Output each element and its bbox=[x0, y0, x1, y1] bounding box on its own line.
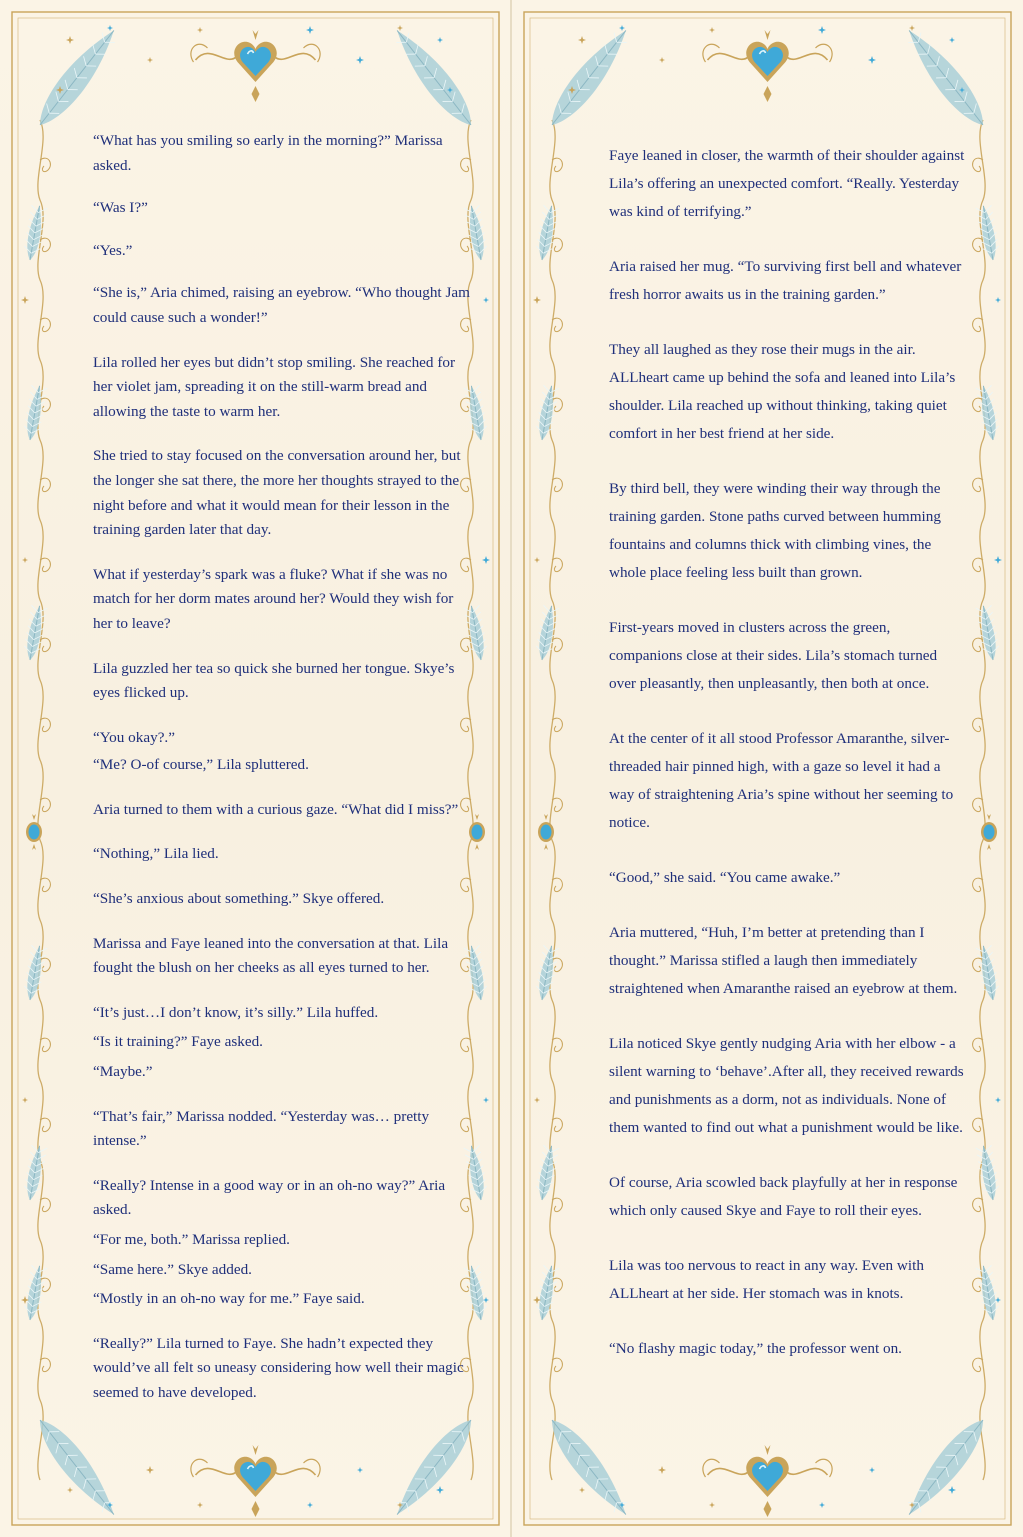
sparkle-icon bbox=[534, 557, 540, 563]
paragraph: “It’s just…I don’t know, it’s silly.” Lila huffed. bbox=[93, 1003, 379, 1021]
paragraph: Faye leaned in closer, the warmth of their shoulder against Lila’s offering an unexpected comfort. “Really. Yesterday was kind of terrifying.” bbox=[609, 147, 965, 220]
feather-icon bbox=[22, 944, 47, 1001]
oval-gem-icon bbox=[981, 814, 997, 850]
sparkle-icon bbox=[995, 1097, 1001, 1103]
sparkle-icon bbox=[709, 1502, 715, 1508]
paragraph: “She’s anxious about something.” Skye offered. bbox=[93, 890, 385, 908]
paragraph: “Mostly in an oh-no way for me.” Faye said. bbox=[93, 1290, 365, 1308]
feather-icon bbox=[976, 944, 1001, 1001]
heart-gem-icon bbox=[703, 1445, 832, 1517]
sparkle-icon bbox=[818, 26, 826, 34]
right-page bbox=[512, 0, 1023, 1537]
sparkle-icon bbox=[436, 1486, 444, 1494]
sparkle-icon bbox=[995, 297, 1001, 303]
feather-icon bbox=[534, 384, 559, 441]
feather-icon bbox=[387, 1412, 481, 1522]
feather-icon bbox=[22, 384, 47, 441]
sparkle-icon bbox=[578, 36, 586, 44]
paragraph: What if yesterday’s spark was a fluke? What if she was no match for her dorm mates around her? Would they wish for her to leave? bbox=[93, 565, 454, 632]
heart-gem-icon bbox=[703, 30, 832, 102]
sparkle-icon bbox=[709, 27, 715, 33]
sparkle-icon bbox=[619, 25, 625, 31]
paragraph: Lila guzzled her tea so quick she burned her tongue. Skye’s eyes flicked up. bbox=[93, 659, 455, 702]
sparkle-icon bbox=[67, 1487, 73, 1493]
sparkle-icon bbox=[307, 1502, 313, 1508]
feather-icon bbox=[899, 23, 993, 133]
paragraph: By third bell, they were winding their way through the training garden. Stone paths curved between humming fountains and columns thick with climbing vines, the whole place feeling less built than grown. bbox=[609, 480, 941, 581]
sparkle-icon bbox=[483, 1297, 489, 1303]
feather-icon bbox=[899, 1412, 993, 1522]
right-page-text bbox=[609, 142, 965, 1363]
sparkle-icon bbox=[994, 556, 1002, 564]
feather-icon bbox=[534, 944, 559, 1001]
sparkle-icon bbox=[482, 556, 490, 564]
sparkle-icon bbox=[21, 296, 29, 304]
sparkle-icon bbox=[22, 1097, 28, 1103]
feather-icon bbox=[387, 23, 481, 133]
sparkle-icon bbox=[534, 1097, 540, 1103]
sparkle-icon bbox=[995, 1297, 1001, 1303]
paragraph: “Good,” she said. “You came awake.” bbox=[609, 869, 841, 886]
paragraph: “What has you smiling so early in the morning?” Marissa asked. bbox=[93, 132, 443, 174]
sparkle-icon bbox=[146, 1466, 154, 1474]
sparkle-icon bbox=[533, 296, 541, 304]
sparkle-icon bbox=[868, 56, 876, 64]
paragraph: Lila rolled her eyes but didn’t stop smiling. She reached for her violet jam, spreading it on the still-warm bread and allowing the taste to warm her. bbox=[93, 353, 456, 420]
paragraph: They all laughed as they rose their mugs in the air. ALLheart came up behind the sofa and leaned into Lila’s shoulder. Lila reached up without thinking, taking quiet comfort in her best friend at her side. bbox=[609, 341, 956, 442]
sparkle-icon bbox=[819, 1502, 825, 1508]
heart-gem-icon bbox=[191, 30, 320, 102]
sparkle-icon bbox=[66, 36, 74, 44]
sparkle-icon bbox=[147, 57, 153, 63]
paragraph: “Really? Intense in a good way or in an oh-no way?” Aria asked. bbox=[93, 1176, 446, 1219]
paragraph: “Really?” Lila turned to Faye. She hadn’t expected they would’ve all felt so uneasy considering how well their magic seemed to have developed. bbox=[93, 1334, 464, 1401]
paragraph: “She is,” Aria chimed, raising an eyebrow. “Who thought Jam could cause such a wonder!” bbox=[93, 284, 470, 326]
sparkle-icon bbox=[306, 26, 314, 34]
paragraph: “Was I?” bbox=[93, 199, 148, 217]
sparkle-icon bbox=[357, 1467, 363, 1473]
paragraph: “Nothing,” Lila lied. bbox=[93, 845, 219, 863]
paragraph: “You okay?.” bbox=[93, 728, 175, 746]
sparkle-icon bbox=[483, 1097, 489, 1103]
oval-gem-icon bbox=[469, 814, 485, 850]
left-page-text bbox=[93, 129, 471, 1406]
sparkle-icon bbox=[483, 297, 489, 303]
feather-icon bbox=[976, 1264, 1001, 1321]
paragraph: Lila was too nervous to react in any way. Even with ALLheart at her side. Her stomach was in knots. bbox=[609, 1257, 924, 1302]
sparkle-icon bbox=[948, 1486, 956, 1494]
paragraph: First-years moved in clusters across the green, companions close at their sides. Lila’s stomach turned over pleasantly, then unpleasantly, then both at once. bbox=[609, 619, 938, 692]
sparkle-icon bbox=[579, 1487, 585, 1493]
sparkle-icon bbox=[397, 25, 403, 31]
paragraph: She tried to stay focused on the conversation around her, but the longer she sat there, the more her thoughts strayed to the night before and what it would mean for their lesson in the training garden later that day. bbox=[93, 447, 461, 539]
feather-icon bbox=[534, 1264, 559, 1321]
paragraph: “Same here.” Skye added. bbox=[93, 1260, 252, 1278]
sparkle-icon bbox=[949, 37, 955, 43]
sparkle-icon bbox=[658, 1466, 666, 1474]
paragraph: Aria raised her mug. “To surviving first bell and whatever fresh horror awaits us in the training garden.” bbox=[609, 258, 962, 303]
paragraph: “Is it training?” Faye asked. bbox=[93, 1033, 263, 1051]
paragraph: “Maybe.” bbox=[93, 1063, 153, 1081]
heart-gem-icon bbox=[191, 1445, 320, 1517]
sparkle-icon bbox=[659, 57, 665, 63]
oval-gem-icon bbox=[26, 814, 42, 850]
feather-icon bbox=[542, 23, 636, 133]
paragraph: “That’s fair,” Marissa nodded. “Yesterday was… pretty intense.” bbox=[93, 1107, 430, 1150]
paragraph: “Me? O-of course,” Lila spluttered. bbox=[93, 756, 309, 774]
paragraph: At the center of it all stood Professor Amaranthe, silver-threaded hair pinned high, with a gaze so level it had a way of straightening Aria’s spine without her seeming to notice. bbox=[609, 730, 954, 831]
sparkle-icon bbox=[197, 1502, 203, 1508]
feather-icon bbox=[976, 384, 1001, 441]
sparkle-icon bbox=[437, 37, 443, 43]
paragraph: “No flashy magic today,” the professor went on. bbox=[609, 1340, 902, 1357]
paragraph: Aria muttered, “Huh, I’m better at pretending than I thought.” Marissa stifled a laugh then immediately straightened when Amaranthe raised an eyebrow at them. bbox=[609, 924, 958, 997]
sparkle-icon bbox=[909, 25, 915, 31]
oval-gem-icon bbox=[538, 814, 554, 850]
paragraph: “Yes.” bbox=[93, 241, 133, 259]
sparkle-icon bbox=[107, 25, 113, 31]
paragraph: Marissa and Faye leaned into the conversation at that. Lila fought the blush on her cheeks as all eyes turned to her. bbox=[93, 934, 449, 977]
feather-icon bbox=[30, 23, 124, 133]
sparkle-icon bbox=[22, 557, 28, 563]
paragraph: “For me, both.” Marissa replied. bbox=[93, 1231, 290, 1248]
sparkle-icon bbox=[356, 56, 364, 64]
paragraph: Of course, Aria scowled back playfully at her in response which only caused Skye and Faye to roll their eyes. bbox=[609, 1174, 958, 1219]
sparkle-icon bbox=[197, 27, 203, 33]
left-page bbox=[0, 0, 511, 1537]
paragraph: Lila noticed Skye gently nudging Aria with her elbow - a silent warning to ‘behave’.After all, they received rewards and punishments as a dorm, not as individuals. None of them wanted to find out what a punishment would be like. bbox=[609, 1035, 964, 1136]
paragraph: Aria turned to them with a curious gaze. “What did I miss?” bbox=[93, 800, 459, 818]
feather-icon bbox=[22, 1264, 47, 1321]
sparkle-icon bbox=[869, 1467, 875, 1473]
